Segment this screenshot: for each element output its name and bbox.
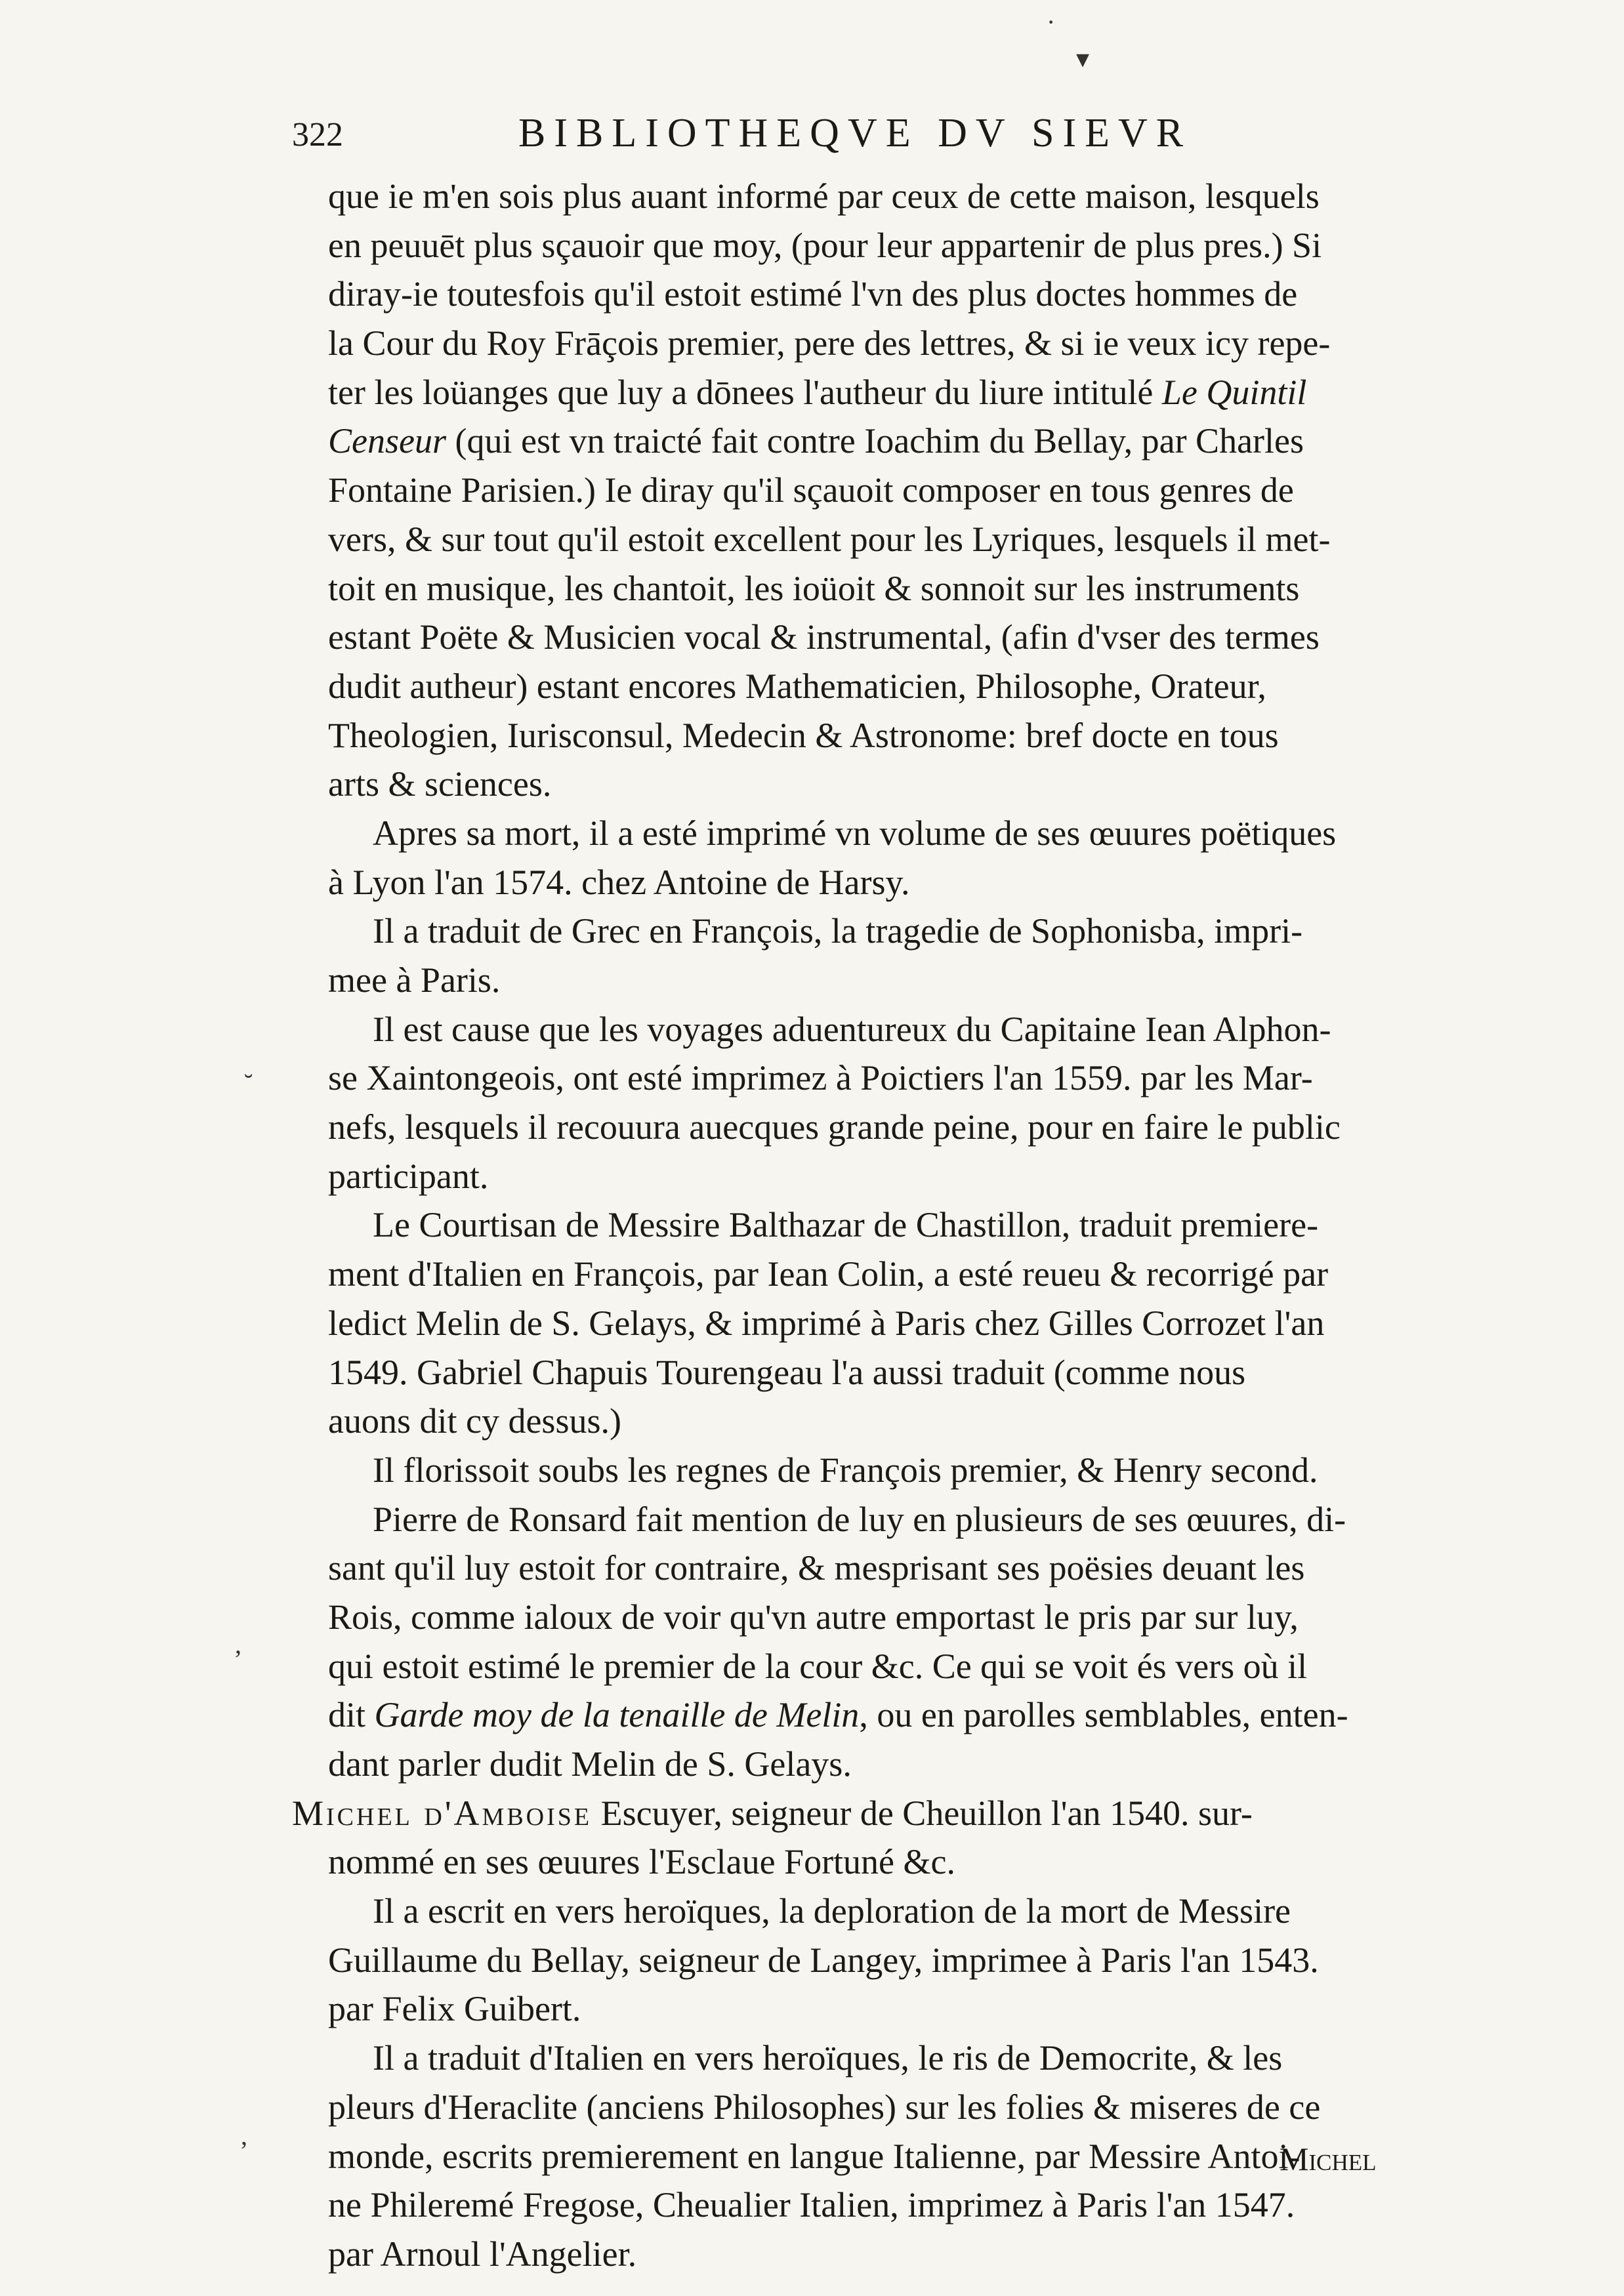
text-run: dit (328, 1695, 375, 1735)
text-run: , ou en parolles semblables, enten- (859, 1695, 1348, 1735)
page-header (292, 110, 1329, 169)
text-line: par Felix Guibert. (328, 1989, 581, 2029)
text-line: ledict Melin de S. Gelays, & imprimé à Paris chez Gilles Corrozet l'an (328, 1303, 1325, 1343)
text-line: mee à Paris. (328, 960, 501, 1000)
text-line: arts & sciences. (328, 764, 552, 804)
text-run: ter les loüanges que luy a dōnees l'autheur du liure intitulé (328, 372, 1162, 412)
catchword: Michel (1280, 2141, 1377, 2177)
text-line: Il florissoit soubs les regnes de François premier, & Henry second. (373, 1450, 1318, 1490)
text-line: en peuuēt plus sçauoir que moy, (pour leur appartenir de plus pres.) Si (328, 225, 1322, 265)
text-line: estant Poëte & Musicien vocal & instrumental, (afin d'vser des termes (328, 617, 1320, 657)
text-line: Apres sa mort, il a esté imprimé vn volume de ses œuures poëtiques (373, 813, 1337, 853)
text-line: auons dit cy dessus.) (328, 1401, 621, 1441)
text-line: dudit autheur) estant encores Mathematicien, Philosophe, Orateur, (328, 666, 1266, 706)
text-line: Il a traduit d'Italien en vers heroïques, le ris de Democrite, & les (373, 2038, 1283, 2078)
text-line (328, 368, 1430, 417)
ink-speck: ʼ (239, 2136, 249, 2165)
text-line: Il est cause que les voyages aduentureux du Capitaine Iean Alphon- (373, 1009, 1331, 1049)
text-line: nefs, lesquels il recouura auecques grande peine, pour en faire le public (328, 1107, 1341, 1147)
text-line: qui estoit estimé le premier de la cour &c. Ce qui se voit és vers où il (328, 1646, 1308, 1686)
text-line: Theologien, Iurisconsul, Medecin & Astronome: bref docte en tous (328, 715, 1279, 755)
author-name: Michel d'Amboise (292, 1793, 593, 1833)
text-line: à Lyon l'an 1574. chez Antoine de Harsy. (328, 862, 910, 902)
text-run: (qui est vn traicté fait contre Ioachim du Bellay, par Charles (446, 421, 1304, 461)
ink-speck: ʼ (234, 1645, 243, 1674)
text-line: Le Courtisan de Messire Balthazar de Chastillon, traduit premiere- (373, 1205, 1319, 1245)
text-line: la Cour du Roy Frāçois premier, pere des lettres, & si ie veux icy repe- (328, 323, 1331, 363)
text-line: Guillaume du Bellay, seigneur de Langey, imprimee à Paris l'an 1543. (328, 1940, 1319, 1980)
page-number: 322 (292, 116, 343, 154)
text-line: par Arnoul l'Angelier. (328, 2234, 637, 2274)
ink-speck: · (1047, 7, 1056, 37)
text-line: monde, escrits premierement en langue Italienne, par Messire Antoi- (328, 2136, 1301, 2176)
text-line: dant parler dudit Melin de S. Gelays. (328, 1744, 852, 1784)
text-line: se Xaintongeois, ont esté imprimez à Poictiers l'an 1559. par les Mar- (328, 1058, 1313, 1098)
ink-speck: ▾ (1076, 44, 1090, 73)
text-line: diray-ie toutesfois qu'il estoit estimé l'vn des plus doctes hommes de (328, 274, 1298, 314)
text-line: toit en musique, les chantoit, les ioüoit & sonnoit sur les instruments (328, 568, 1300, 608)
text-line: sant qu'il luy estoit for contraire, & mesprisant ses poësies deuant les (328, 1548, 1305, 1588)
text-line: Pierre de Ronsard fait mention de luy en plusieurs de ses œuures, di- (373, 1499, 1346, 1539)
text-line: Il a traduit de Grec en François, la tragedie de Sophonisba, impri- (373, 911, 1303, 951)
text-line (328, 417, 1430, 466)
text-line: Fontaine Parisien.) Ie diray qu'il sçauoit composer en tous genres de (328, 470, 1294, 510)
italic-title: Le Quintil (1161, 372, 1307, 412)
text-line: que ie m'en sois plus auant informé par ceux de cette maison, lesquels (328, 176, 1320, 216)
text-line: participant. (328, 1156, 489, 1196)
text-line: nommé en ses œuures l'Esclaue Fortuné &c. (328, 1842, 955, 1882)
text-run: Escuyer, seigneur de Cheuillon l'an 1540. sur- (592, 1793, 1253, 1833)
entry-heading-line (292, 1789, 1430, 1838)
italic-title: Censeur (328, 421, 446, 461)
text-line: ne Phileremé Fregose, Cheualier Italien, imprimez à Paris l'an 1547. (328, 2185, 1295, 2225)
text-line: Rois, comme ialoux de voir qu'vn autre emportast le pris par sur luy, (328, 1597, 1299, 1637)
running-title: BIBLIOTHEQVE DV SIEVR (518, 111, 1192, 155)
italic-quote: Garde moy de la tenaille de Melin (374, 1695, 860, 1735)
page-body (292, 172, 1430, 2279)
ink-speck: ˘ (244, 1069, 253, 1098)
text-line: pleurs d'Heraclite (anciens Philosophes) sur les folies & miseres de ce (328, 2087, 1321, 2127)
text-line (328, 1691, 1430, 1740)
text-line: Il a escrit en vers heroïques, la deploration de la mort de Messire (373, 1891, 1291, 1931)
text-line: vers, & sur tout qu'il estoit excellent pour les Lyriques, lesquels il met- (328, 519, 1331, 559)
text-line: ment d'Italien en François, par Iean Colin, a esté reueu & recorrigé par (328, 1254, 1329, 1294)
text-line: 1549. Gabriel Chapuis Tourengeau l'a aussi traduit (comme nous (328, 1352, 1246, 1392)
